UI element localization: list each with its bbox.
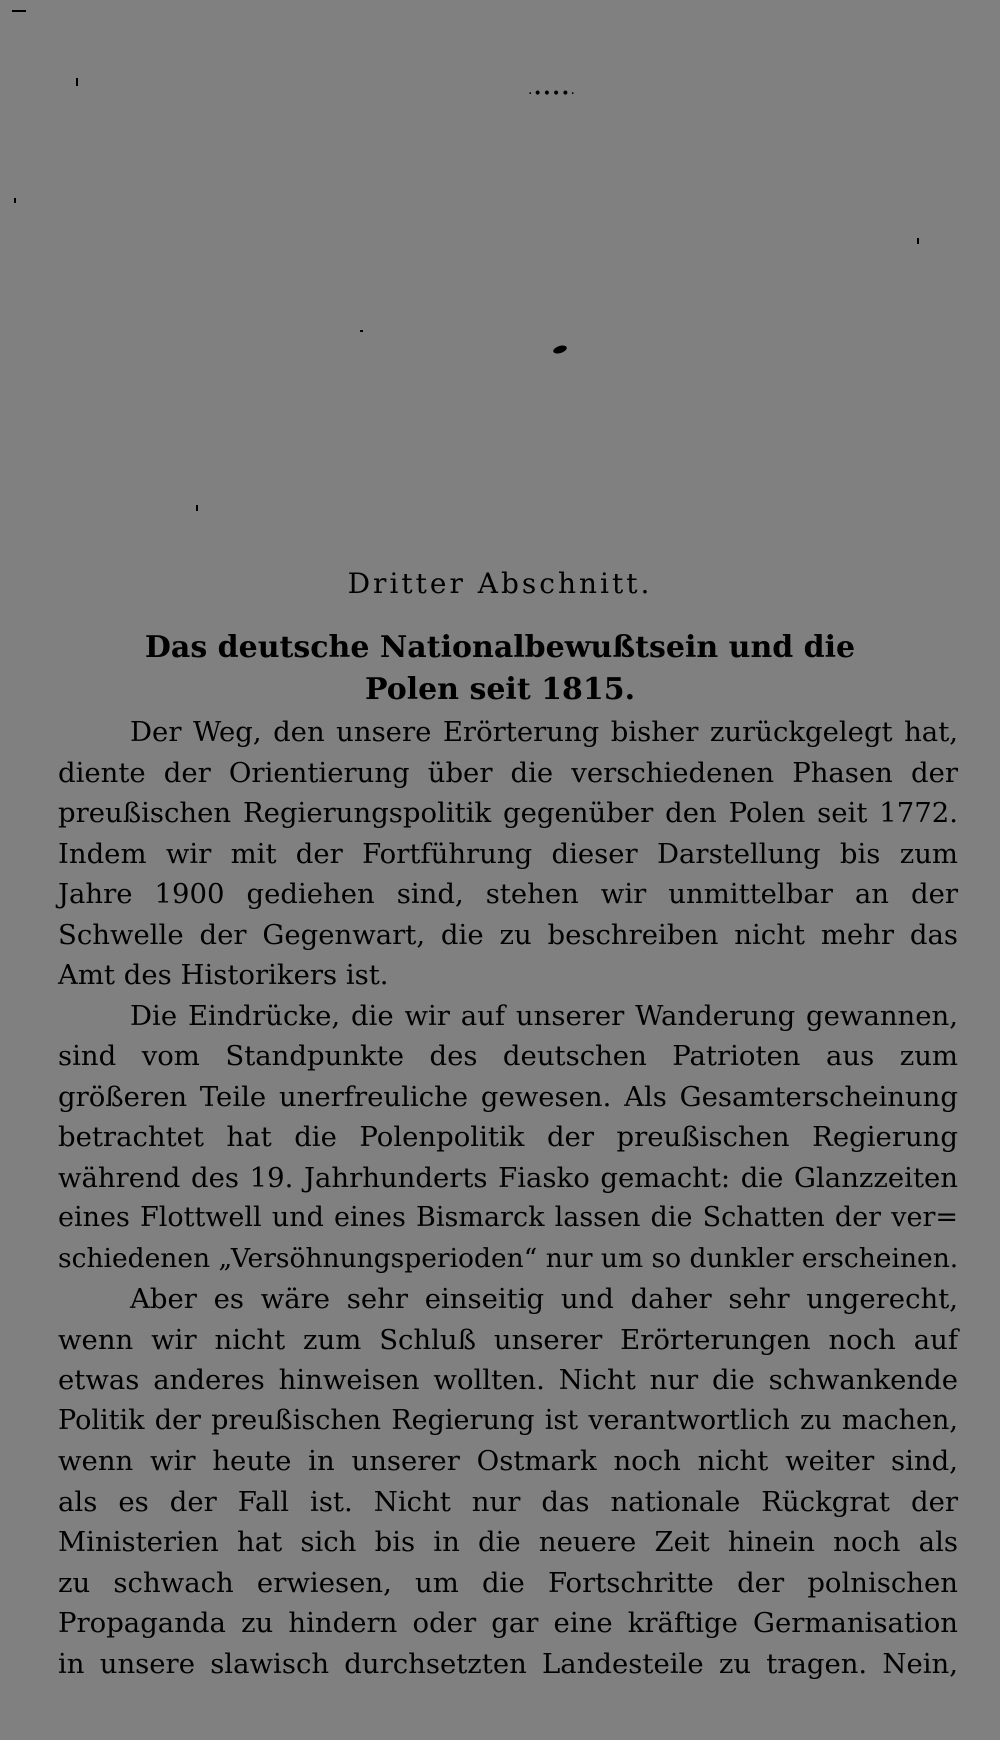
scan-speck-top-left [12, 10, 26, 12]
chapter-title [0, 627, 1000, 711]
text-line: Politik der preußischen Regierung ist verantwortlich zu machen, [58, 1404, 958, 1436]
text-line: Der Weg, den unsere Erörterung bisher zurückgelegt hat, [130, 716, 958, 748]
text-line: Propaganda zu hindern oder gar eine kräftige Germanisation [58, 1607, 958, 1639]
text-line: diente der Orientierung über die verschiedenen Phasen der [58, 756, 958, 789]
scan-speck-left-2 [14, 198, 16, 203]
text-line: sind vom Standpunkte des deutschen Patrioten aus zum [58, 1040, 958, 1072]
chapter-title-line-1: Das deutsche Nationalbewußtsein und die [144, 630, 856, 665]
scan-speck-left-1 [76, 78, 78, 86]
text-line: in unsere slawisch durchsetzten Landesteile zu tragen. Nein, [58, 1647, 958, 1680]
text-line: schiedenen „Versöhnungsperioden“ nur um so dunkler erscheinen. [58, 1242, 959, 1274]
text-line: zu schwach erwiesen, um die Fortschritte der polnischen [58, 1566, 958, 1599]
body-text [58, 712, 958, 1684]
scan-speck-mid-1 [360, 330, 363, 332]
chapter-title-line-2: Polen seit 1815. [364, 672, 636, 707]
text-line: Jahre 1900 gediehen sind, stehen wir unmittelbar an der [58, 878, 958, 910]
text-line: Aber es wäre sehr einseitig und daher sehr ungerecht, [130, 1283, 958, 1315]
text-line: Indem wir mit der Fortführung dieser Darstellung bis zum [58, 837, 958, 870]
text-line: Amt des Historikers ist. [58, 959, 389, 991]
text-line: betrachtet hat die Polenpolitik der preußischen Regierung [58, 1121, 958, 1153]
text-line: größeren Teile unerfreuliche gewesen. Als Gesamterscheinung [58, 1080, 958, 1113]
text-line: Die Eindrücke, die wir auf unserer Wanderung gewannen, [130, 999, 958, 1032]
ink-blot [552, 344, 567, 355]
text-line: preußischen Regierungspolitik gegenüber den Polen seit 1772. [58, 797, 958, 829]
section-label: Dritter Abschnitt. [347, 567, 653, 600]
text-line: eines Flottwell und eines Bismarck lassen die Schatten der ver= [58, 1202, 958, 1233]
text-line: wenn wir heute in unserer Ostmark noch nicht weiter sind, [58, 1445, 958, 1477]
text-line: während des 19. Jahrhunderts Fiasko gemacht: die Glanzzeiten [58, 1161, 958, 1194]
text-line: wenn wir nicht zum Schluß unserer Erörterungen noch auf [58, 1323, 958, 1356]
scan-speck-right-1 [917, 238, 919, 244]
text-line: etwas anderes hinweisen wollten. Nicht nur die schwankende [58, 1364, 958, 1396]
header-ornament: ·••••· [528, 86, 576, 102]
scan-speck-left-3 [196, 505, 198, 511]
text-line: als es der Fall ist. Nicht nur das nationale Rückgrat der [58, 1485, 958, 1518]
text-line: Ministerien hat sich bis in die neuere Zeit hinein noch als [58, 1526, 958, 1558]
text-line: Schwelle der Gegenwart, die zu beschreiben nicht mehr das [58, 918, 958, 951]
